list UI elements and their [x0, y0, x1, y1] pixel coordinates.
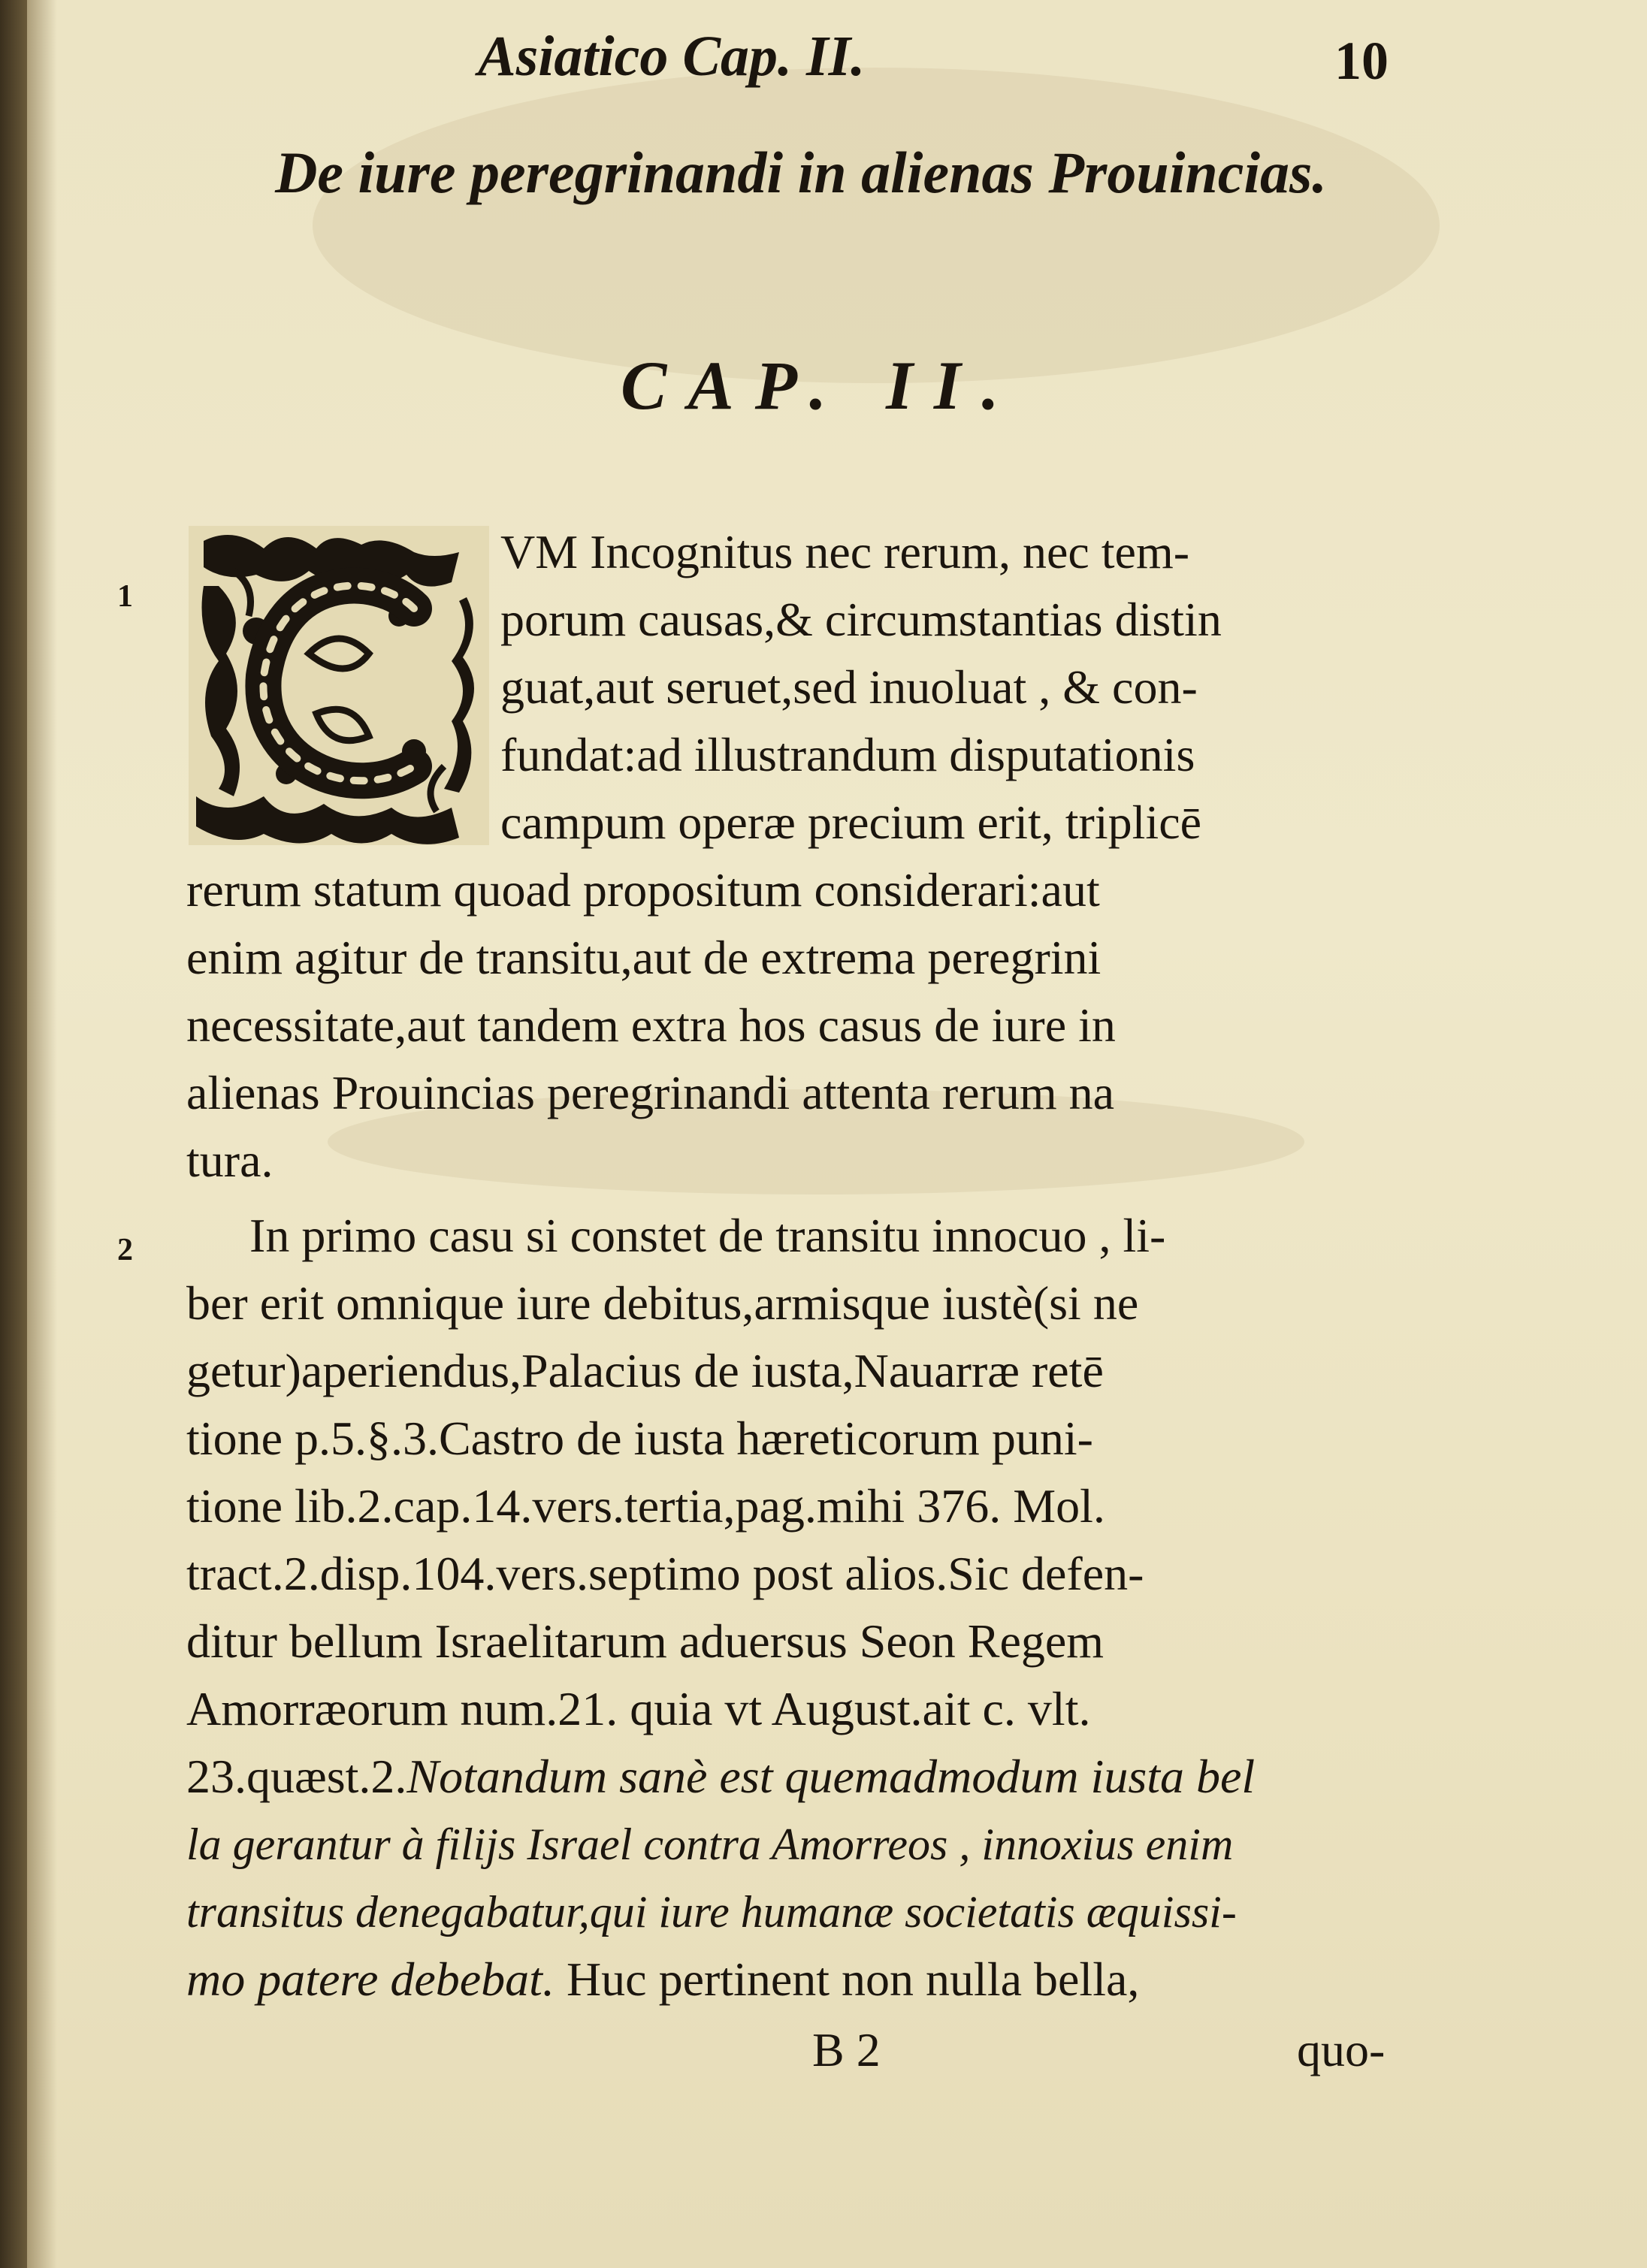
margin-note-2: 2 — [117, 1233, 133, 1267]
bleed-through-stain — [313, 68, 1440, 383]
text-italic: mo patere debebat. — [186, 1952, 555, 2006]
page-number: 10 — [1334, 31, 1389, 91]
text-italic: Notandum sanè est quemadmodum iusta bel — [406, 1750, 1256, 1803]
chapter-number: CAP. II. — [621, 347, 1020, 424]
text-line: Amorræorum num.21. quia vt August.ait c. vlt. — [186, 1682, 1091, 1735]
binding-edge — [0, 0, 27, 2268]
margin-note-1: 1 — [117, 579, 133, 614]
text-line: tract.2.disp.104.vers.septimo post alios.Sic defen- — [186, 1547, 1144, 1600]
catchword: quo- — [1297, 2023, 1386, 2076]
text-line: alienas Prouincias peregrinandi attenta rerum na — [186, 1066, 1115, 1119]
text-line-italic: transitus denegabatur,qui iure humanæ societatis æquissi- — [186, 1887, 1237, 1937]
text-line: VM Incognitus nec rerum, nec tem- — [500, 525, 1190, 578]
text-line: rerum statum quoad propositum considerari:aut — [186, 863, 1100, 917]
text-line — [186, 1743, 1255, 1810]
text-line: tione p.5.§.3.Castro de iusta hæreticorum puni- — [186, 1412, 1093, 1465]
text-line: fundat:ad illustrandum disputationis — [500, 728, 1195, 781]
text-line: tura. — [186, 1134, 273, 1187]
text-line-italic: la gerantur à filijs Israel contra Amorreos , innoxius enim — [186, 1820, 1234, 1869]
running-head: Asiatico Cap. II. — [478, 25, 866, 88]
text-line — [186, 1946, 1139, 2013]
signature-mark: B 2 — [812, 2023, 881, 2076]
text-line: porum causas,& circumstantias distin — [500, 593, 1222, 646]
text-line: campum operæ precium erit, triplicē — [500, 796, 1201, 849]
ornamental-drop-cap-icon — [189, 526, 489, 845]
text-line: necessitate,aut tandem extra hos casus de iure in — [186, 998, 1116, 1052]
text-roman: Huc pertinent non nulla bella, — [566, 1952, 1140, 2006]
text-line: getur)aperiendus,Palacius de iusta,Nauarræ retē — [186, 1344, 1104, 1397]
text-line: guat,aut seruet,sed inuoluat , & con- — [500, 660, 1198, 714]
text-line: In primo casu si constet de transitu innocuo , li- — [249, 1209, 1166, 1262]
book-page — [27, 0, 1647, 2268]
text-line: ber erit omnique iure debitus,armisque iustè(si ne — [186, 1276, 1139, 1330]
text-line: ditur bellum Israelitarum aduersus Seon Regem — [186, 1614, 1105, 1668]
text-line: tione lib.2.cap.14.vers.tertia,pag.mihi 376. Mol. — [186, 1479, 1105, 1533]
chapter-title: De iure peregrinandi in alienas Prouincias. — [275, 140, 1327, 205]
text-line: enim agitur de transitu,aut de extrema peregrini — [186, 931, 1102, 984]
text-roman: 23.quæst.2. — [186, 1750, 407, 1803]
